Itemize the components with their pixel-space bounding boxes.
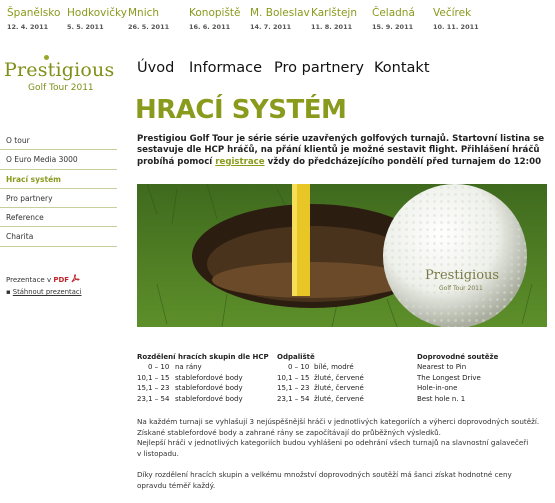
cell-desc: stablefordové body bbox=[175, 394, 243, 403]
acrobat-icon bbox=[71, 274, 80, 283]
bullet-icon: ▪ bbox=[6, 288, 11, 296]
tournament-link[interactable] bbox=[128, 7, 169, 32]
paragraph-points: Získané stablefordové body a zahrané rány se započítávají do průběžných výsledků. bbox=[137, 427, 441, 437]
tournament-date: 12. 4. 2011 bbox=[7, 23, 49, 31]
contest-name: Hole-in-one bbox=[417, 384, 458, 393]
registration-link[interactable]: registrace bbox=[215, 156, 265, 167]
cell-desc: žluté, červené bbox=[314, 384, 364, 393]
sidebar-item-hraci-system[interactable]: Hrací systém bbox=[0, 170, 117, 189]
ball-logo-subtitle: Golf Tour 2011 bbox=[439, 285, 483, 292]
intro-text-after: vždy do předcházejícího pondělí před turnajem do 12:00 bbox=[264, 156, 542, 167]
tees-table bbox=[277, 352, 407, 404]
logo-word: Prestigious bbox=[4, 59, 115, 81]
table-row bbox=[277, 383, 407, 393]
tournament-date: 5. 5. 2011 bbox=[67, 23, 104, 31]
tournament-link[interactable] bbox=[372, 7, 415, 32]
ball-logo-word: Prestigious bbox=[425, 268, 500, 283]
contests-heading: Doprovodné soutěže bbox=[417, 353, 499, 361]
sidebar bbox=[0, 131, 117, 247]
tournament-place: Večírek bbox=[433, 7, 472, 19]
tournament-date: 16. 6. 2011 bbox=[189, 23, 231, 31]
contest-name: The Longest Drive bbox=[417, 373, 481, 382]
nav-item-pro-partnery[interactable]: Pro partnery bbox=[274, 60, 365, 76]
page-title: HRACÍ SYSTÉM bbox=[135, 95, 347, 125]
table-row bbox=[137, 373, 272, 383]
cell-desc: stablefordové body bbox=[175, 384, 243, 393]
paragraph-chance: Díky rozdělení hracích skupin a velkému množství doprovodných soutěží má šanci získat hodnotné ceny opravdu téměř každý. bbox=[137, 470, 512, 490]
golf-ball-image bbox=[137, 184, 547, 327]
cell-range: 15,1 – 23 bbox=[277, 384, 310, 393]
intro-text-before: Prestigiou Golf Tour je série série uzavřených golfových turnajů. Startovní listina se sestavuje dle HCP hráčů, na přání klientů je možné sestavit flight. Přihlášení hráčů probíhá pomocí bbox=[137, 134, 545, 167]
logo-subtitle: Golf Tour 2011 bbox=[28, 83, 94, 93]
presentation-text: Prezentace v bbox=[6, 276, 52, 284]
sidebar-item-reference[interactable]: Reference bbox=[0, 208, 117, 227]
cell-range: 23,1 – 54 bbox=[137, 394, 170, 403]
table-row bbox=[277, 394, 407, 404]
sidebar-item-pro-partnery[interactable]: Pro partnery bbox=[0, 189, 117, 208]
download-presentation-link[interactable]: Stáhnout prezentaci bbox=[12, 288, 82, 296]
tournament-link[interactable] bbox=[250, 7, 310, 32]
cell-range: 10,1 – 15 bbox=[277, 373, 310, 382]
cell-range: 23,1 – 54 bbox=[277, 394, 310, 403]
nav-item-kontakt[interactable]: Kontakt bbox=[374, 60, 430, 76]
tournament-place: Hodkovičky bbox=[67, 7, 127, 19]
nav-item-informace[interactable]: Informace bbox=[189, 60, 263, 76]
paragraph-winners: Na každém turnaji se vyhlašují 3 nejúspěšnější hráči v jednotlivých kategoriích a výherci doprovodných soutěží. bbox=[137, 417, 540, 426]
table-row bbox=[277, 373, 407, 383]
pdf-icon: PDF bbox=[53, 276, 70, 284]
cell-range: 15,1 – 23 bbox=[137, 384, 170, 393]
list-item bbox=[417, 394, 547, 404]
groups-table bbox=[137, 352, 272, 404]
intro-text bbox=[137, 134, 547, 168]
table-row bbox=[277, 362, 407, 372]
cell-desc: bílé, modré bbox=[314, 363, 354, 372]
tournament-place: M. Boleslav bbox=[250, 7, 310, 19]
cell-desc: stablefordové body bbox=[175, 373, 243, 382]
table-row bbox=[137, 383, 272, 393]
cell-range: 10,1 – 15 bbox=[137, 373, 170, 382]
tournament-place: Španělsko bbox=[7, 7, 61, 19]
logo[interactable] bbox=[4, 55, 114, 97]
tees-heading: Odpaliště bbox=[277, 353, 315, 361]
golf-photo bbox=[137, 184, 547, 327]
tournament-link[interactable] bbox=[311, 7, 357, 32]
tournament-date: 11. 8. 2011 bbox=[311, 23, 353, 31]
sidebar-item-euro-media[interactable]: O Euro Media 3000 bbox=[0, 150, 117, 169]
sidebar-item-o-tour[interactable]: O tour bbox=[0, 131, 117, 150]
sidebar-item-charita[interactable]: Charita bbox=[0, 227, 117, 246]
cell-desc: žluté, červené bbox=[314, 373, 364, 382]
tournament-place: Čeladná bbox=[372, 7, 415, 19]
tournament-place: Mnich bbox=[128, 7, 160, 19]
nav-item-uvod[interactable]: Úvod bbox=[137, 60, 175, 76]
contests-list bbox=[417, 352, 547, 404]
tournament-link[interactable] bbox=[67, 7, 127, 32]
paragraph-gala: Nejlepší hráči v jednotlivých kategoriích budou vyhlášeni po odehrání všech turnajů na slavnostní galavečeři v listopadu. bbox=[137, 438, 529, 458]
cell-range: 0 – 10 bbox=[288, 363, 310, 372]
tournament-link[interactable] bbox=[433, 7, 479, 32]
contest-name: Nearest to Pin bbox=[417, 363, 467, 372]
tournament-date: 14. 7. 2011 bbox=[250, 23, 292, 31]
cell-desc: na rány bbox=[175, 363, 202, 372]
tournament-date: 15. 9. 2011 bbox=[372, 23, 414, 31]
tournament-date: 10. 11. 2011 bbox=[433, 23, 479, 31]
tournament-link[interactable] bbox=[7, 7, 60, 32]
tournament-link[interactable] bbox=[189, 7, 241, 32]
tournament-date: 26. 5. 2011 bbox=[128, 23, 170, 31]
contest-name: Best hole n. 1 bbox=[417, 394, 466, 403]
table-row bbox=[137, 394, 272, 404]
presentation-label bbox=[6, 274, 80, 284]
tournament-place: Konopiště bbox=[189, 7, 241, 19]
list-item bbox=[417, 373, 547, 383]
cell-range: 0 – 10 bbox=[148, 363, 170, 372]
download-item bbox=[6, 288, 82, 296]
groups-heading: Rozdělení hracích skupin dle HCP bbox=[137, 353, 269, 361]
table-row bbox=[137, 362, 272, 372]
list-item bbox=[417, 362, 547, 372]
cell-desc: žluté, červené bbox=[314, 394, 364, 403]
tournament-place: Karlštejn bbox=[311, 7, 357, 19]
list-item bbox=[417, 383, 547, 393]
tournament-dates bbox=[0, 0, 555, 40]
